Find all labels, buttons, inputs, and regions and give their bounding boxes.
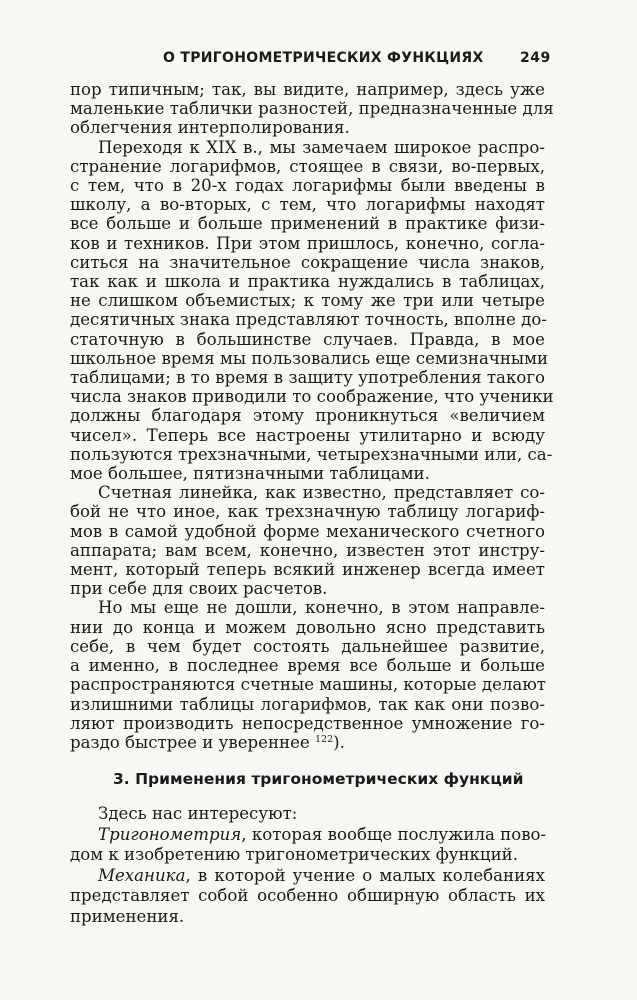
text-line: не слишком объемистых; к тому же три или четыре bbox=[70, 291, 545, 311]
text-line: излишними таблицы логарифмов, так как они позво- bbox=[70, 694, 545, 714]
section-intro: Здесь нас интересуют: bbox=[98, 804, 298, 823]
text-line: пор типичным; так, вы видите, например, здесь уже bbox=[70, 80, 545, 99]
page-number: 249 bbox=[520, 50, 551, 66]
text-line: числа знаков приводили то соображение, что ученики bbox=[70, 387, 554, 407]
text-line: распространяются счетные машины, которые делают bbox=[70, 675, 546, 695]
text-line bbox=[70, 733, 545, 752]
text-line: Счетная линейка, как известно, представляет со- bbox=[98, 483, 545, 503]
section-item bbox=[70, 825, 545, 866]
text-line: представляет собой особенно обширную область их bbox=[70, 886, 545, 906]
text-line: а именно, в последнее время все больше и больше bbox=[70, 656, 545, 676]
text-line: маленькие таблички разностей, предназначенные для bbox=[70, 99, 554, 119]
text-line: ситься на значительное сокращение числа знаков, bbox=[70, 252, 545, 272]
text-line: с тем, что в 20-х годах логарифмы были введены в bbox=[70, 176, 545, 196]
text-line: так как и школа и практика нуждались в таблицах, bbox=[70, 272, 545, 292]
text-line: мент, который теперь всякий инженер всегда имеет bbox=[70, 560, 545, 580]
text-line: мов в самой удобной форме механического счетного bbox=[70, 521, 545, 541]
section-body bbox=[70, 804, 545, 928]
text-line: таблицами; в то время в защиту употребления такого bbox=[70, 368, 545, 388]
text-line: при себе для своих расчетов. bbox=[70, 579, 328, 599]
final-line-text: раздо быстрее и увереннее bbox=[70, 732, 310, 752]
text-line: себе, в чем будет состоять дальнейшее развитие, bbox=[70, 636, 545, 656]
text-line: применения. bbox=[70, 906, 185, 926]
text-line: чисел». Теперь все настроены утилитарно и всюду bbox=[70, 425, 545, 445]
text-line: странение логарифмов, стоящее в связи, во-первых, bbox=[70, 156, 545, 176]
footnote-close: ). bbox=[333, 732, 345, 752]
text-line: статочную в большинстве случаев. Правда, в мое bbox=[70, 329, 545, 349]
text-line: Переходя к XIX в., мы замечаем широкое распро- bbox=[98, 137, 545, 157]
text-line: должны благодаря этому проникнуться «величием bbox=[70, 406, 545, 426]
text-line: Но мы еще не дошли, конечно, в этом направле- bbox=[98, 598, 545, 618]
text-line bbox=[70, 825, 545, 846]
text-line: аппарата; вам всем, конечно, известен этот инстру- bbox=[70, 540, 545, 560]
section-heading: 3. Применения тригонометрических функций bbox=[113, 770, 524, 788]
text-line bbox=[70, 866, 545, 887]
item-text: , которая вообще послужила пово- bbox=[241, 824, 547, 844]
text-line: все больше и больше применений в практике физи- bbox=[70, 214, 545, 234]
item-term: Тригонометрия bbox=[98, 824, 242, 844]
item-text: , в которой учение о малых колебаниях bbox=[185, 865, 545, 885]
text-line: облегчения интерполирования. bbox=[70, 118, 350, 138]
text-line: десятичных знака представляют точность, вполне до- bbox=[70, 310, 547, 330]
text-line: ляют производить непосредственное умножение го- bbox=[70, 713, 545, 733]
text-line: пользуются трехзначными, четырехзначными или, са- bbox=[70, 444, 553, 464]
text-line: мое большее, пятизначными таблицами. bbox=[70, 464, 430, 484]
text-line: школу, а во-вторых, с тем, что логарифмы находят bbox=[70, 195, 545, 215]
page-header bbox=[0, 48, 637, 72]
body-text bbox=[70, 80, 554, 752]
paragraph bbox=[70, 137, 554, 484]
running-title: О ТРИГОНОМЕТРИЧЕСКИХ ФУНКЦИЯХ bbox=[163, 50, 484, 66]
text-line: школьное время мы пользовались еще семизначными bbox=[70, 348, 549, 368]
paragraph bbox=[70, 483, 545, 598]
paragraph bbox=[70, 80, 554, 138]
text-line: ков и техников. При этом пришлось, конечно, согла- bbox=[70, 233, 545, 253]
item-term: Механика bbox=[98, 865, 186, 885]
text-line: бой не что иное, как трехзначную таблицу логариф- bbox=[70, 502, 545, 522]
footnote-ref[interactable]: 122 bbox=[315, 733, 334, 745]
text-line: дом к изобретению тригонометрических функций. bbox=[70, 845, 518, 865]
paragraph bbox=[70, 598, 545, 752]
text-line: нии до конца и можем довольно ясно представить bbox=[70, 617, 545, 637]
section-item bbox=[70, 866, 545, 928]
